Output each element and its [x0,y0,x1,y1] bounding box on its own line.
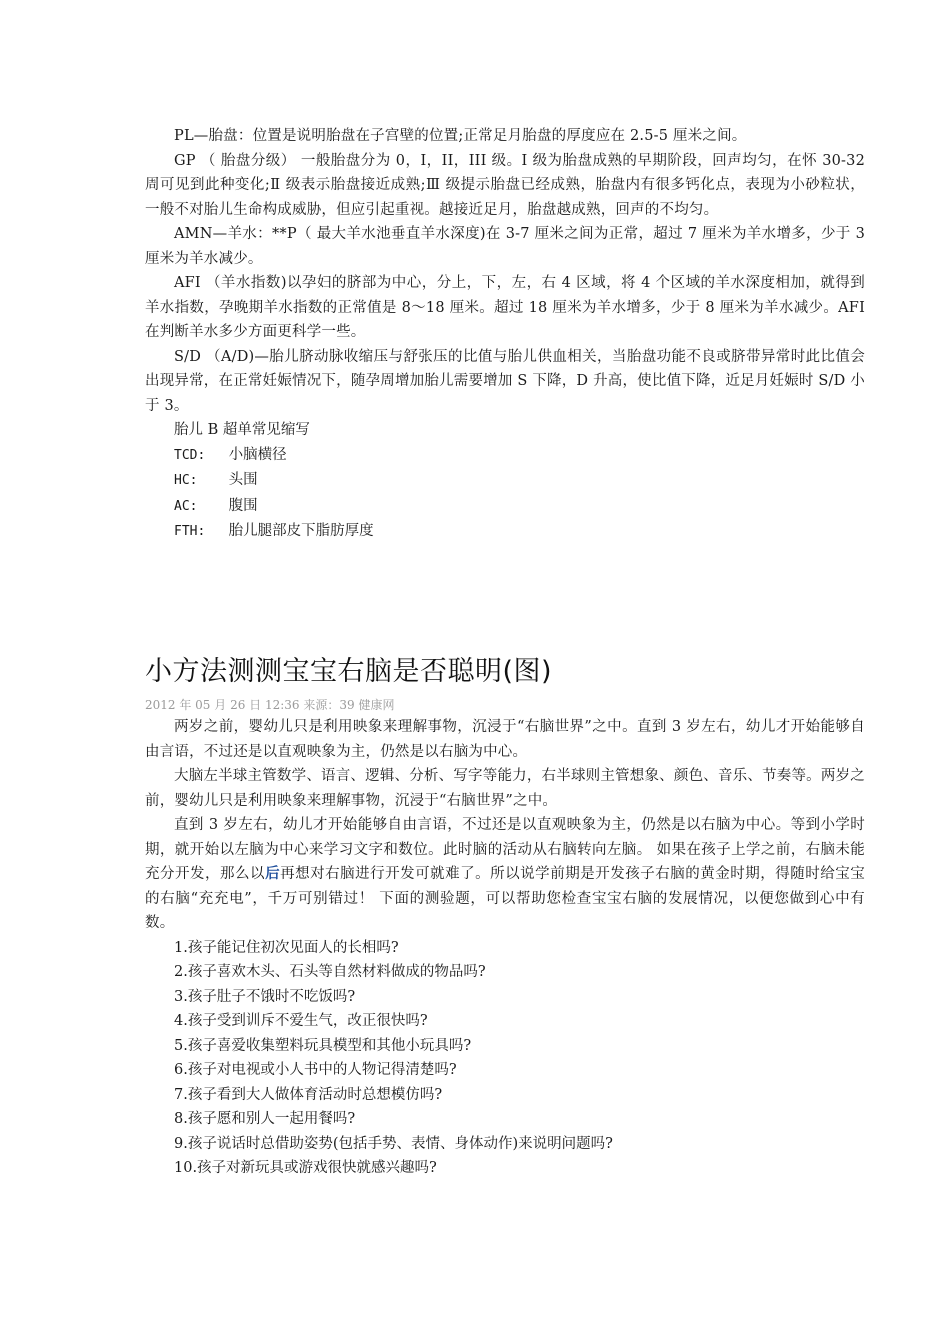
abbreviation-code: HC: [174,473,198,488]
abbreviation-meaning: 头围 [228,472,258,488]
quiz-question: 1.孩子能记住初次见面人的长相吗? [174,939,399,956]
article-paragraph [145,813,865,936]
paragraph-gp: GP （ 胎盘分级） 一般胎盘分为 0，I，II，III 级。I 级为胎盘成熟的早期阶段，回声均匀，在怀 30-32 周可见到此种变化;Ⅱ 级表示胎盘接近成熟;Ⅲ 级提示胎盘已经成熟，胎盘内有很多钙化点，表现为小砂粒状，一般不对胎儿生命构成威胁，但应引起重视。越接近足月，胎盘越成熟，回声的不均匀。 [145,152,865,218]
abbreviation-meaning: 腹围 [228,497,258,514]
abbreviation-meaning: 胎儿腿部皮下脂肪厚度 [228,523,374,539]
article-paragraph: 大脑左半球主管数学、语言、逻辑、分析、写字等能力，右半球则主管想象、颜色、音乐、节奏等。两岁之前，婴幼儿只是利用映象来理解事物，沉浸于“右脑世界”之中。 [145,768,865,809]
ultrasound-notes-section [145,124,865,545]
abbreviation-row [145,519,865,545]
abbreviation-row [145,468,865,494]
quiz-question: 10.孩子对新玩具或游戏很快就感兴趣吗? [174,1160,437,1176]
abbreviation-code: TCD: [174,447,206,463]
article-title: 小方法测测宝宝右脑是否聪明(图) [145,656,553,687]
highlighted-word: 后 [265,865,281,882]
quiz-question: 4.孩子受到训斥不爱生气，改正很快吗? [174,1013,428,1029]
quiz-question: 5.孩子喜爱收集塑料玩具模型和其他小玩具吗? [174,1037,472,1054]
paragraph-pl: PL—胎盘：位置是说明胎盘在子宫壁的位置;正常足月胎盘的厚度应在 2.5-5 厘米之间。 [174,128,747,144]
paragraph-text-after: 再想对右脑进行开发可就难了。所以说学前期是开发孩子右脑的黄金时期，得随时给宝宝的右脑“充充电”，千万可别错过！ 下面的测验题，可以帮助您检查宝宝右脑的发展情况，以便您做到心中有数。 [145,866,866,931]
article-paragraph: 两岁之前，婴幼儿只是利用映象来理解事物，沉浸于“右脑世界”之中。直到 3 岁左右，幼儿才开始能够自由言语，不过还是以直观映象为主，仍然是以右脑为中心。 [145,719,865,760]
quiz-question: 8.孩子愿和别人一起用餐吗? [174,1111,356,1127]
abbreviation-row [145,494,865,520]
quiz-question: 2.孩子喜欢木头、石头等自然材料做成的物品吗? [174,964,486,980]
abbreviation-meaning: 小脑横径 [228,446,287,463]
article-section [145,652,865,1181]
quiz-question: 3.孩子肚子不饿时不吃饭吗? [174,988,356,1005]
paragraph-afi: AFI （羊水指数)以孕妇的脐部为中心，分上，下，左，右 4 区域，将 4 个区域的羊水深度相加，就得到羊水指数，孕晚期羊水指数的正常值是 8～18 厘米。超过 18 厘米为羊水增多，少于 8 厘米为羊水减少。AFI 在判断羊水多少方面更科学一些。 [145,275,865,340]
paragraph-sd: S/D （A/D)—胎儿脐动脉收缩压与舒张压的比值与胎儿供血相关，当胎盘功能不良或脐带异常时此比值会出现异常，在正常妊娠情况下，随孕周增加胎儿需要增加 S 下降，D 升高，使比值下降，近足月妊娠时 S/D 小于 3。 [145,348,865,414]
abbreviation-row [145,443,865,469]
abbreviation-heading: 胎儿 B 超单常见缩写 [174,422,310,438]
quiz-question: 7.孩子看到大人做体育活动时总想模仿吗? [174,1086,443,1103]
abbreviation-code: AC: [174,498,198,514]
quiz-question: 6.孩子对电视或小人书中的人物记得清楚吗? [174,1062,457,1078]
paragraph-text-before: 直到 3 岁左右，幼儿才开始能够自由言语，不过还是以直观映象为主，仍然是以右脑为中心。等到小学时期，就开始以左脑为中心来学习文字和数位。此时脑的活动从右脑转向左脑。 如果在孩子上学之前，右脑未能充分开发，那么以 [145,817,865,882]
abbreviation-code: FTH: [174,524,206,539]
quiz-question: 9.孩子说话时总借助姿势(包括手势、表情、身体动作)来说明问题吗? [174,1135,613,1152]
article-meta: 2012 年 05 月 26 日 12:36 来源：39 健康网 [145,698,395,712]
paragraph-amn: AMN—羊水：**P（ 最大羊水池垂直羊水深度)在 3-7 厘米之间为正常，超过 7 厘米为羊水增多，少于 3 厘米为羊水减少。 [145,226,865,267]
